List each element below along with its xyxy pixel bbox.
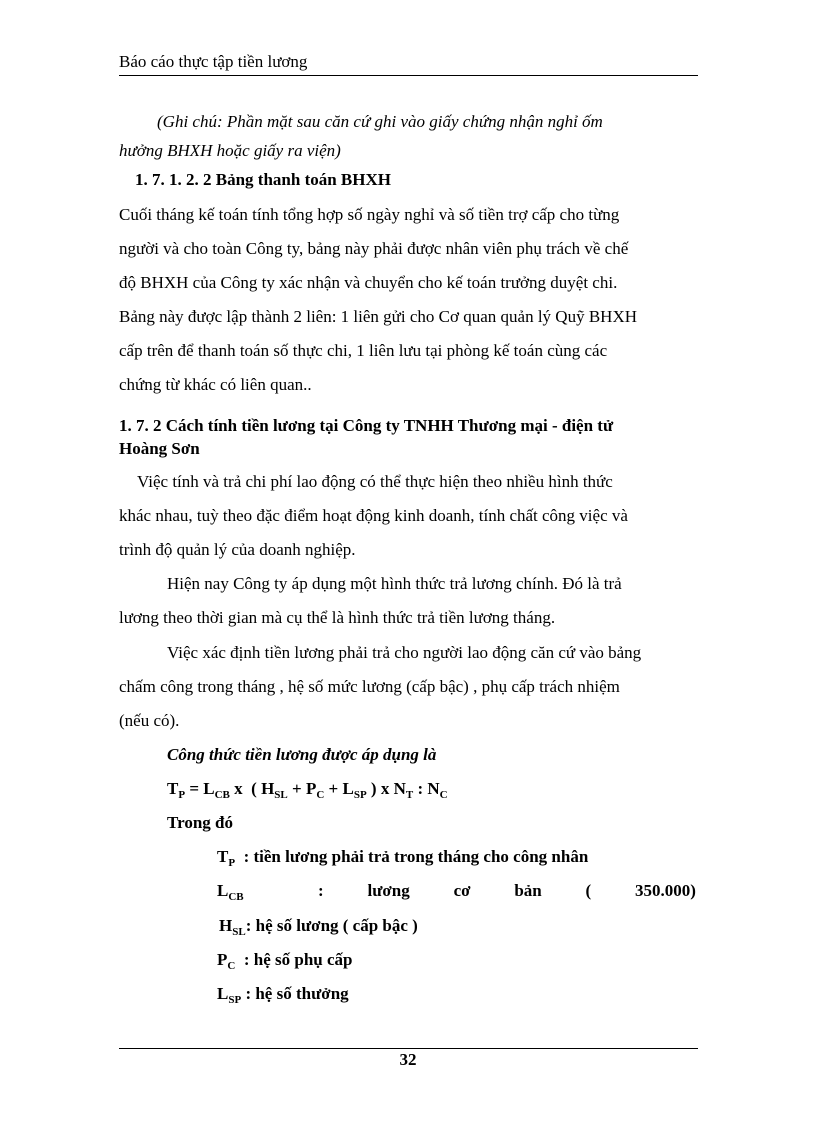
calc-para2-line-2: lương theo thời gian mà cụ thể là hình thức trả tiền lương tháng.: [119, 608, 556, 627]
calc-para1-line-2: khác nhau, tuỳ theo đặc điểm hoạt động kinh doanh, tính chất công việc và: [119, 506, 628, 525]
note-line-2: hưởng BHXH hoặc giấy ra viện): [119, 141, 341, 160]
section-heading-calc-2: Hoàng Sơn: [119, 439, 200, 458]
bhxh-line-5: cấp trên để thanh toán số thực chi, 1 liên lưu tại phòng kế toán cùng các: [119, 341, 608, 360]
footer-divider: [119, 1048, 698, 1049]
where-item-tp: $T_P$ : tiền lương phải trả trong tháng cho công nhân: [217, 847, 589, 869]
calc-para3-line-3: (nếu có).: [119, 711, 180, 730]
page-header: Báo cáo thực tập tiền lương: [119, 52, 698, 76]
where-item-lcb-desc: : lương cơ bản ( 350.000): [318, 881, 696, 900]
calc-para1-line-1: Việc tính và trả chi phí lao động có thể thực hiện theo nhiều hình thức: [137, 472, 613, 491]
note-line-1: (Ghi chú: Phần mặt sau căn cứ ghi vào giấy chứng nhận nghỉ ốm: [157, 112, 603, 131]
bhxh-line-4: Bảng này được lập thành 2 liên: 1 liên gửi cho Cơ quan quản lý Quỹ BHXH: [119, 307, 637, 326]
where-item-lcb: $L_{CB}$: [217, 881, 244, 903]
calc-para1-line-3: trình độ quản lý của doanh nghiệp.: [119, 540, 356, 559]
section-heading-bhxh: 1. 7. 1. 2. 2 Bảng thanh toán BHXH: [135, 170, 391, 189]
bhxh-line-3: độ BHXH của Công ty xác nhận và chuyển cho kế toán trưởng duyệt chi.: [119, 273, 618, 292]
where-label: Trong đó: [167, 813, 233, 832]
calc-para2-line-1: Hiện nay Công ty áp dụng một hình thức trả lương chính. Đó là trả: [167, 574, 622, 593]
section-heading-calc: 1. 7. 2 Cách tính tiền lương tại Công ty TNHH Thương mại - điện tử: [119, 416, 614, 435]
bhxh-line-2: người và cho toàn Công ty, bảng này phải được nhân viên phụ trách về chế: [119, 239, 629, 258]
page-number: 32: [399, 1050, 417, 1069]
formula-intro: Công thức tiền lương được áp dụng là: [167, 745, 437, 764]
formula-equation: $T_P = L_{CB}$ x ( $H_{SL} + P_C + L_{SP}$ ) x $N_T$ : $N_C$: [167, 779, 448, 801]
bhxh-line-6: chứng từ khác có liên quan..: [119, 375, 312, 394]
where-item-hsl: $H_{SL}$: hệ số lương ( cấp bậc ): [219, 916, 418, 938]
calc-para3-line-2: chấm công trong tháng , hệ số mức lương (cấp bậc) , phụ cấp trách nhiệm: [119, 677, 620, 696]
bhxh-line-1: Cuối tháng kế toán tính tổng hợp số ngày nghỉ và số tiền trợ cấp cho từng: [119, 205, 620, 224]
where-item-lsp: $L_{SP}$ : hệ số thưởng: [217, 984, 349, 1006]
where-item-pc: $P_C$ : hệ số phụ cấp: [217, 950, 353, 972]
calc-para3-line-1: Việc xác định tiền lương phải trả cho người lao động căn cứ vào bảng: [167, 643, 642, 662]
